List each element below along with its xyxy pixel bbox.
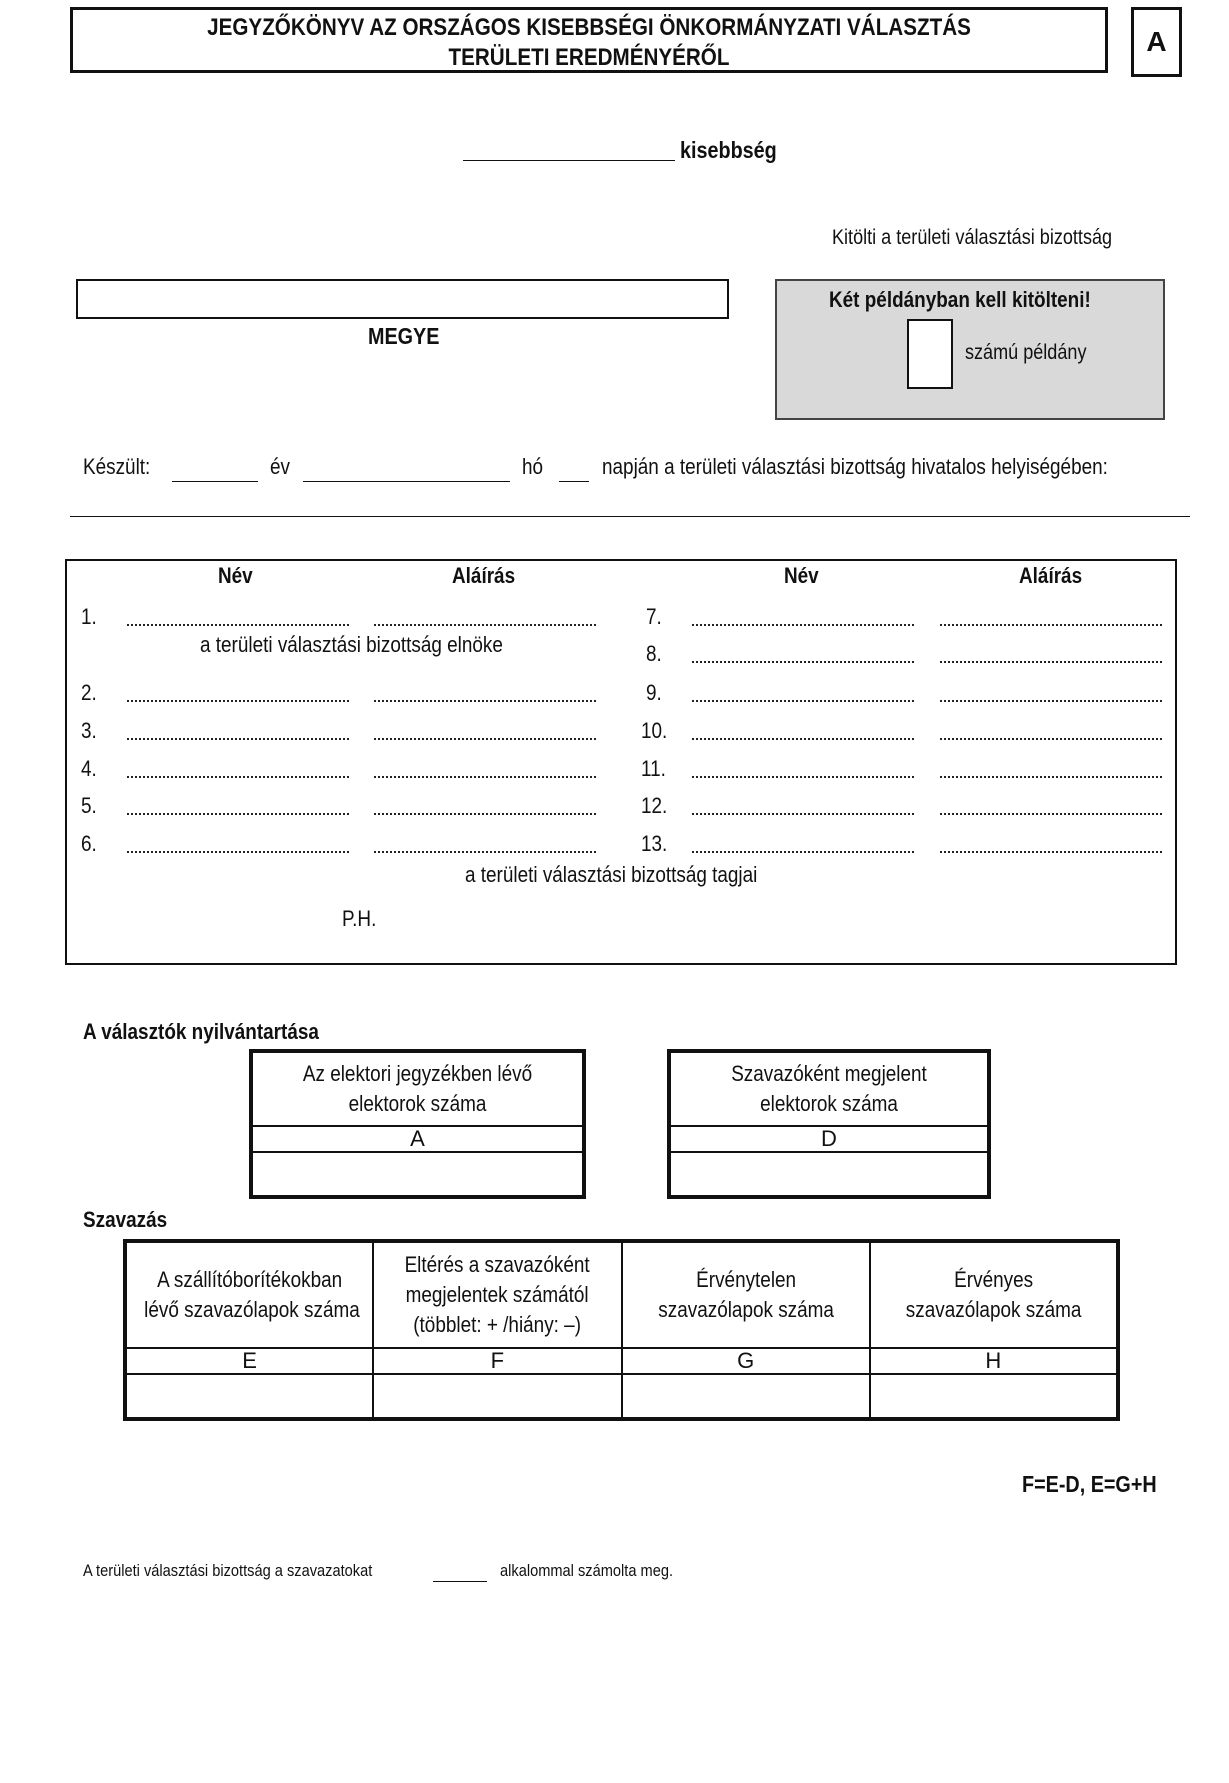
signature-line[interactable] (374, 738, 596, 740)
member-number: 9. (646, 680, 662, 705)
divider (70, 516, 1190, 517)
footer-text-after: alkalommal számolta meg. (500, 1561, 674, 1580)
signature-line[interactable] (374, 700, 596, 702)
name-line[interactable] (692, 661, 914, 663)
ballots-in-envelopes-field[interactable] (125, 1374, 373, 1419)
signature-line[interactable] (940, 700, 1162, 702)
signature-line[interactable] (374, 813, 596, 815)
chair-caption: a területi választási bizottság elnöke (200, 632, 503, 657)
signature-line[interactable] (374, 624, 596, 626)
column-letter: H (870, 1348, 1118, 1374)
member-number: 4. (81, 756, 97, 781)
registered-electors-field[interactable] (251, 1152, 584, 1197)
name-line[interactable] (127, 700, 349, 702)
name-header-right: Név (784, 563, 819, 588)
member-number: 2. (81, 680, 97, 705)
column-letter: D (669, 1126, 989, 1152)
valid-ballots-field[interactable] (870, 1374, 1118, 1419)
voting-table (123, 1239, 1120, 1421)
table-header-cell: Szavazóként megjelent elektorok száma (669, 1051, 989, 1126)
member-number: 8. (646, 641, 662, 666)
signature-header-left: Aláírás (452, 563, 516, 588)
registered-electors-table (249, 1049, 586, 1199)
minority-name-field[interactable] (463, 160, 675, 161)
signature-line[interactable] (940, 776, 1162, 778)
day-field[interactable] (559, 481, 589, 482)
member-number: 1. (81, 604, 97, 629)
member-number: 3. (81, 718, 97, 743)
year-field[interactable] (172, 481, 258, 482)
member-number: 5. (81, 793, 97, 818)
member-number: 10. (641, 718, 668, 743)
table-header-cell: Érvényes szavazólapok száma (870, 1241, 1118, 1348)
member-number: 12. (641, 793, 668, 818)
difference-field[interactable] (373, 1374, 621, 1419)
document-title (70, 7, 1108, 73)
signature-header-right: Aláírás (1019, 563, 1083, 588)
name-line[interactable] (692, 624, 914, 626)
name-line[interactable] (692, 700, 914, 702)
name-line[interactable] (692, 738, 914, 740)
name-line[interactable] (692, 776, 914, 778)
invalid-ballots-field[interactable] (622, 1374, 870, 1419)
year-label: év (270, 454, 290, 479)
attended-electors-field[interactable] (669, 1152, 989, 1197)
copies-note: Két példányban kell kitölteni! (829, 287, 1091, 312)
column-letter: E (125, 1348, 373, 1374)
signature-line[interactable] (940, 738, 1162, 740)
copy-number-field[interactable] (907, 319, 953, 389)
copies-box (775, 279, 1165, 420)
formula: F=E-D, E=G+H (1022, 1471, 1157, 1497)
voting-heading: Szavazás (83, 1207, 168, 1232)
month-label: hó (522, 454, 544, 479)
signature-line[interactable] (940, 813, 1162, 815)
member-number: 13. (641, 831, 668, 856)
title-line-1: JEGYZŐKÖNYV AZ ORSZÁGOS KISEBBSÉGI ÖNKORMÁNYZATI VÁLASZTÁS (207, 14, 971, 41)
day-text: napján a területi választási bizottság hivatalos helyiségében: (602, 454, 1108, 479)
registry-heading: A választók nyilvántartása (83, 1019, 319, 1044)
column-letter: G (622, 1348, 870, 1374)
name-line[interactable] (127, 624, 349, 626)
column-letter: A (251, 1126, 584, 1152)
signature-line[interactable] (374, 776, 596, 778)
committee-box (65, 559, 1177, 965)
signature-line[interactable] (940, 661, 1162, 663)
member-number: 6. (81, 831, 97, 856)
attended-electors-table (667, 1049, 991, 1199)
month-field[interactable] (303, 481, 510, 482)
table-header-cell: Érvénytelen szavazólapok száma (622, 1241, 870, 1348)
name-line[interactable] (692, 813, 914, 815)
count-times-field[interactable] (433, 1581, 487, 1582)
copy-number-label: számú példány (965, 341, 1087, 364)
form-letter-box: A (1131, 7, 1182, 77)
name-line[interactable] (127, 813, 349, 815)
name-line[interactable] (127, 776, 349, 778)
signature-line[interactable] (940, 851, 1162, 853)
fills-label: Kitölti a területi választási bizottság (832, 226, 1113, 249)
footer-text-before: A területi választási bizottság a szavazatokat (83, 1561, 373, 1580)
table-header-cell: Az elektori jegyzékben lévő elektorok száma (251, 1051, 584, 1126)
stamp-label: P.H. (342, 906, 377, 931)
signature-line[interactable] (940, 624, 1162, 626)
member-number: 11. (641, 756, 666, 781)
county-label: MEGYE (368, 323, 440, 349)
table-header-cell: Eltérés a szavazóként megjelentek számától (többlet: + /hiány: –) (373, 1241, 621, 1348)
made-label: Készült: (83, 454, 151, 479)
title-line-2: TERÜLETI EREDMÉNYÉRŐL (448, 44, 730, 71)
name-line[interactable] (127, 738, 349, 740)
county-field[interactable] (76, 279, 729, 319)
member-number: 7. (646, 604, 662, 629)
column-letter: F (373, 1348, 621, 1374)
signature-line[interactable] (374, 851, 596, 853)
table-header-cell: A szállítóborítékokban lévő szavazólapok száma (125, 1241, 373, 1348)
members-caption: a területi választási bizottság tagjai (465, 862, 758, 887)
name-line[interactable] (127, 851, 349, 853)
name-line[interactable] (692, 851, 914, 853)
minority-label: kisebbség (680, 137, 777, 163)
name-header-left: Név (218, 563, 253, 588)
